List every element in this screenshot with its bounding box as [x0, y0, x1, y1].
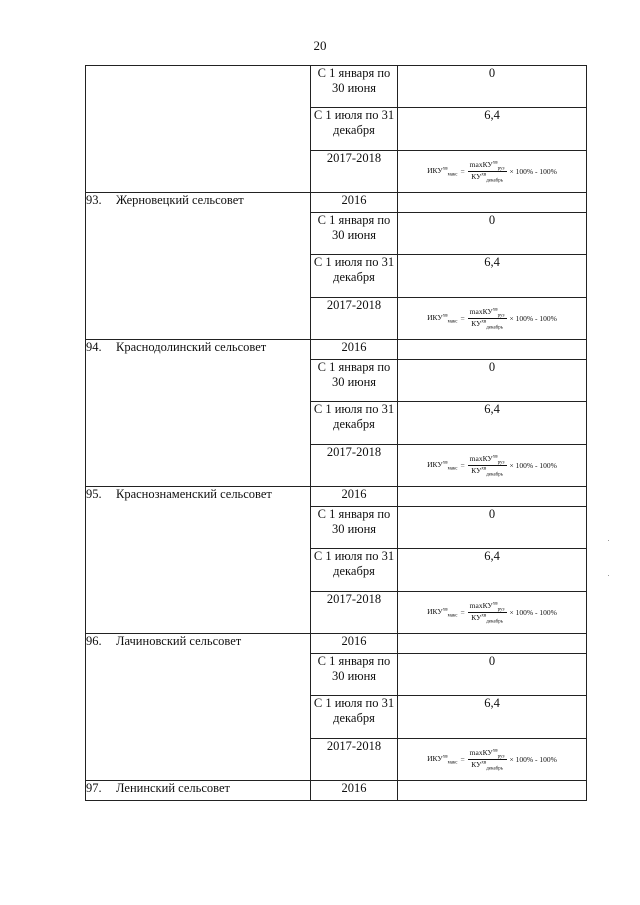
year-value: [398, 340, 587, 360]
period-label: 2017-2018: [311, 739, 398, 781]
period-label: 2017-2018: [311, 445, 398, 487]
formula-numerator-sub: руз: [497, 313, 505, 318]
settlement-name-cell: [86, 634, 311, 781]
period-value: 6,4: [398, 549, 587, 592]
period-label: С 1 июля по 31 декабря: [311, 402, 398, 445]
year-label: 2016: [311, 781, 398, 801]
formula-numerator-text: maxКУ: [469, 747, 493, 757]
formula-lhs-text: ИКУ: [427, 606, 443, 616]
formula-fraction: [468, 160, 507, 184]
formula-denominator: [469, 760, 505, 772]
formula-lhs: [427, 607, 457, 619]
formula-numerator-sup: хв: [492, 748, 498, 753]
formula-numerator-sup: хв: [492, 307, 498, 312]
formula-tail: × 100% - 100%: [509, 314, 557, 323]
formula-numerator: [468, 160, 507, 173]
period-value: 6,4: [398, 402, 587, 445]
tariff-table: [85, 65, 587, 801]
formula-denominator-text: КУ: [471, 172, 482, 181]
formula-numerator-sup: хв: [492, 601, 498, 606]
index-formula: [427, 307, 557, 331]
formula-denominator: [469, 319, 505, 331]
formula-lhs-text: ИКУ: [427, 753, 443, 763]
row-number: 93.: [86, 193, 102, 207]
formula-tail: × 100% - 100%: [509, 608, 557, 617]
row-number: 94.: [86, 340, 102, 354]
formula-equals: =: [460, 167, 465, 176]
row-number: 97.: [86, 781, 102, 795]
year-label: 2016: [311, 340, 398, 360]
period-label: С 1 июля по 31 декабря: [311, 549, 398, 592]
formula-denominator-sup: хв: [481, 760, 487, 766]
settlement-name-cell: [86, 193, 311, 340]
year-label: 2016: [311, 487, 398, 507]
formula-lhs: [427, 313, 457, 325]
period-label: 2017-2018: [311, 592, 398, 634]
formula-numerator-text: maxКУ: [469, 306, 493, 316]
period-row: [86, 66, 587, 108]
formula-lhs-sup: хв: [442, 754, 448, 760]
margin-mark: [608, 540, 609, 541]
formula-tail: × 100% - 100%: [509, 755, 557, 764]
period-label: С 1 июля по 31 декабря: [311, 255, 398, 298]
formula-lhs-sub: макс: [447, 760, 458, 766]
margin-mark: [608, 575, 609, 576]
formula-lhs-sub: макс: [447, 319, 458, 325]
period-label: С 1 января по 30 июня: [311, 654, 398, 696]
formula-lhs-sup: хв: [442, 460, 448, 466]
year-label: 2016: [311, 634, 398, 654]
period-label: С 1 июля по 31 декабря: [311, 696, 398, 739]
period-label: С 1 января по 30 июня: [311, 360, 398, 402]
settlement-name-cell: [86, 487, 311, 634]
settlement-name: Жерновецкий сельсовет: [116, 193, 244, 207]
formula-fraction: [468, 748, 507, 772]
formula-cell: [398, 592, 587, 634]
formula-cell: [398, 445, 587, 487]
formula-numerator-sub: руз: [497, 754, 505, 759]
page-number: 20: [313, 38, 327, 53]
settlement-name: Краснознаменский сельсовет: [116, 487, 272, 501]
settlement-name: Лачиновский сельсовет: [116, 634, 242, 648]
settlement-name-cell: [86, 340, 311, 487]
period-label: С 1 января по 30 июня: [311, 213, 398, 255]
formula-lhs-sub: макс: [447, 613, 458, 619]
period-label: С 1 января по 30 июня: [311, 507, 398, 549]
formula-lhs-sub: макс: [447, 466, 458, 472]
formula-lhs-text: ИКУ: [427, 312, 443, 322]
formula-numerator-text: maxКУ: [469, 600, 493, 610]
formula-equals: =: [460, 755, 465, 764]
settlement-row: [86, 634, 587, 654]
year-value: [398, 193, 587, 213]
formula-tail: × 100% - 100%: [509, 167, 557, 176]
formula-numerator: [468, 748, 507, 761]
formula-denominator-sub: декабрь: [486, 766, 503, 772]
settlement-name: Краснодолинский сельсовет: [116, 340, 267, 354]
formula-fraction: [468, 454, 507, 478]
formula-numerator-sub: руз: [497, 607, 505, 612]
row-number: 96.: [86, 634, 102, 648]
continuation-name-cell: [86, 66, 311, 193]
formula-denominator-sub: декабрь: [486, 619, 503, 625]
formula-denominator-text: КУ: [471, 466, 482, 475]
formula-denominator-text: КУ: [471, 760, 482, 769]
period-value: 6,4: [398, 696, 587, 739]
formula-denominator-sup: хв: [481, 172, 487, 178]
period-value: 0: [398, 507, 587, 549]
formula-numerator-sup: хв: [492, 160, 498, 165]
index-formula: [427, 160, 557, 184]
year-label: 2016: [311, 193, 398, 213]
index-formula: [427, 601, 557, 625]
formula-denominator-text: КУ: [471, 613, 482, 622]
formula-fraction: [468, 601, 507, 625]
formula-lhs-sup: хв: [442, 166, 448, 172]
formula-numerator-text: maxКУ: [469, 159, 493, 169]
formula-denominator: [469, 466, 505, 478]
formula-lhs-text: ИКУ: [427, 459, 443, 469]
formula-numerator: [468, 601, 507, 614]
row-number: 95.: [86, 487, 102, 501]
formula-lhs-sub: макс: [447, 172, 458, 178]
formula-numerator-sup: хв: [492, 454, 498, 459]
formula-tail: × 100% - 100%: [509, 461, 557, 470]
period-value: 0: [398, 654, 587, 696]
period-value: 6,4: [398, 108, 587, 151]
formula-denominator-sub: декабрь: [486, 472, 503, 478]
formula-lhs: [427, 460, 457, 472]
formula-lhs: [427, 754, 457, 766]
formula-denominator-sup: хв: [481, 466, 487, 472]
settlement-row: [86, 340, 587, 360]
formula-denominator-sub: декабрь: [486, 325, 503, 331]
formula-numerator-sub: руз: [497, 460, 505, 465]
formula-denominator-sup: хв: [481, 613, 487, 619]
formula-equals: =: [460, 608, 465, 617]
settlement-name: Ленинский сельсовет: [116, 781, 230, 795]
formula-denominator-sub: декабрь: [486, 178, 503, 184]
formula-numerator-text: maxКУ: [469, 453, 493, 463]
period-value: 0: [398, 213, 587, 255]
settlement-row: [86, 487, 587, 507]
period-label: 2017-2018: [311, 151, 398, 193]
period-value: 0: [398, 360, 587, 402]
formula-denominator-text: КУ: [471, 319, 482, 328]
formula-lhs: [427, 166, 457, 178]
formula-equals: =: [460, 314, 465, 323]
index-formula: [427, 454, 557, 478]
formula-cell: [398, 151, 587, 193]
formula-lhs-text: ИКУ: [427, 165, 443, 175]
formula-numerator: [468, 307, 507, 320]
settlement-row: [86, 193, 587, 213]
formula-cell: [398, 298, 587, 340]
period-label: 2017-2018: [311, 298, 398, 340]
year-value: [398, 634, 587, 654]
formula-cell: [398, 739, 587, 781]
formula-numerator: [468, 454, 507, 467]
period-value: 6,4: [398, 255, 587, 298]
formula-denominator: [469, 613, 505, 625]
formula-equals: =: [460, 461, 465, 470]
formula-lhs-sup: хв: [442, 607, 448, 613]
period-value: 0: [398, 66, 587, 108]
period-label: С 1 января по 30 июня: [311, 66, 398, 108]
year-value: [398, 487, 587, 507]
formula-denominator-sup: хв: [481, 319, 487, 325]
year-value: [398, 781, 587, 801]
formula-denominator: [469, 172, 505, 184]
settlement-row: [86, 781, 587, 801]
formula-lhs-sup: хв: [442, 313, 448, 319]
formula-fraction: [468, 307, 507, 331]
index-formula: [427, 748, 557, 772]
formula-numerator-sub: руз: [497, 166, 505, 171]
settlement-name-cell: [86, 781, 311, 801]
period-label: С 1 июля по 31 декабря: [311, 108, 398, 151]
